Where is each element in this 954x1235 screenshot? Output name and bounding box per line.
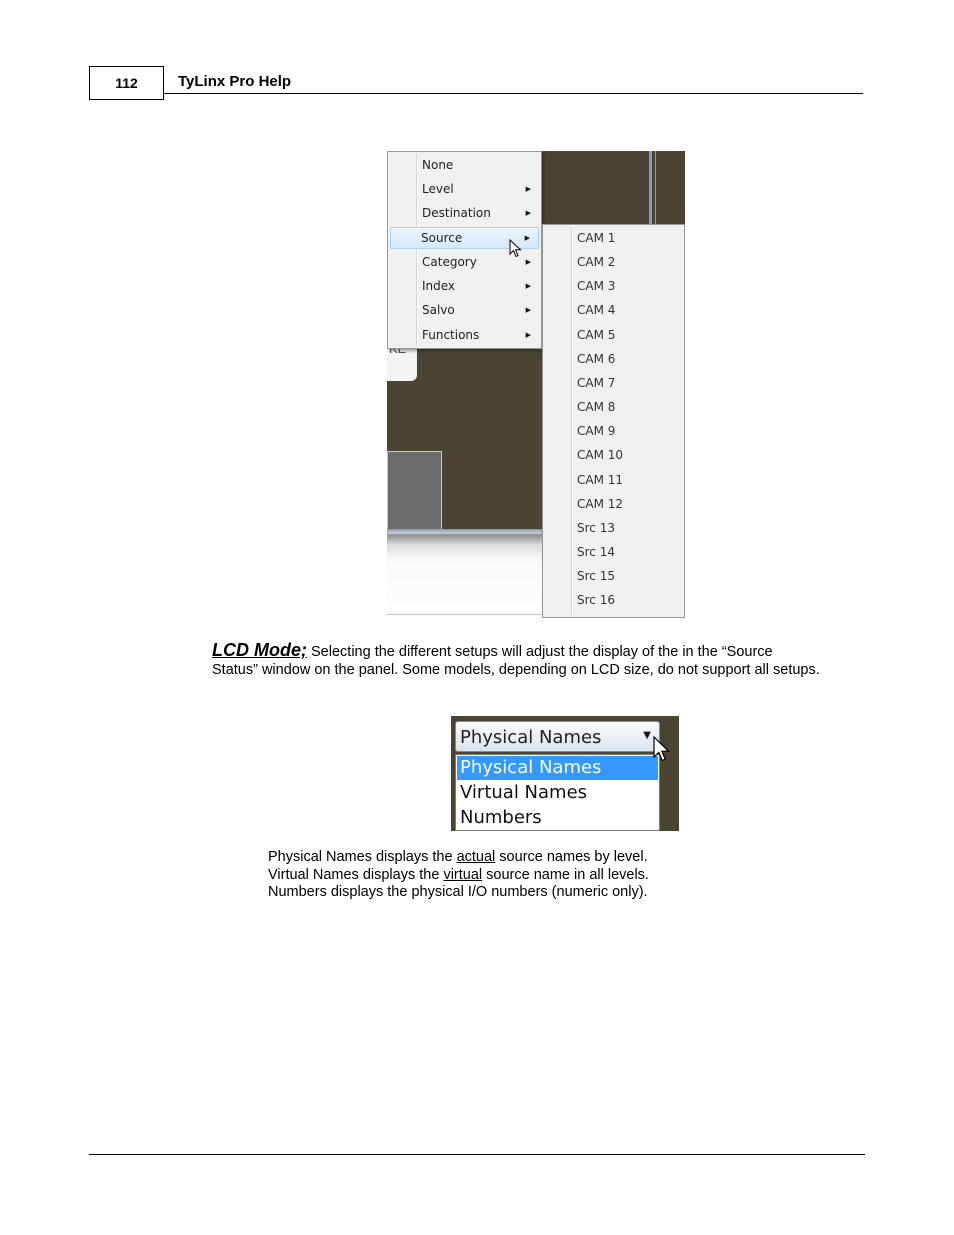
menu-item-index[interactable]	[390, 275, 539, 297]
submenu-item[interactable]	[545, 589, 682, 611]
submenu-item-label: CAM 8	[577, 400, 616, 414]
submenu-item[interactable]	[545, 251, 682, 273]
description-numbers: Numbers displays the physical I/O numbers (numeric only).	[268, 884, 648, 900]
source-submenu	[542, 224, 685, 618]
submenu-item-label: Src 13	[577, 521, 615, 535]
lcd-mode-text: Selecting the different setups will adjust the display of the in the “Source Status” window on the panel. Some models, depending on LCD size, do not support all setups.	[212, 644, 820, 678]
chevron-down-icon[interactable]: ▼	[643, 730, 651, 741]
submenu-item-label: CAM 10	[577, 448, 624, 462]
menu-item-label: Salvo	[422, 303, 455, 317]
lcd-mode-combo[interactable]	[455, 721, 660, 752]
menu-item-label: Destination	[422, 206, 491, 220]
combo-selected-value: Physical Names	[460, 727, 602, 748]
header-title: TyLinx Pro Help	[178, 73, 292, 90]
menu-item-label: Level	[422, 182, 454, 196]
mouse-cursor-icon	[653, 736, 671, 764]
triangle-right-icon: ▶	[525, 306, 531, 314]
triangle-right-icon: ▶	[524, 234, 530, 242]
submenu-item-label: CAM 3	[577, 279, 616, 293]
description-virtual-names	[268, 867, 649, 885]
submenu-item-label: Src 15	[577, 569, 615, 583]
submenu-item[interactable]	[545, 444, 682, 466]
header-rule	[164, 93, 863, 94]
submenu-item[interactable]	[545, 517, 682, 539]
lcd-mode-heading: LCD Mode;	[212, 640, 307, 660]
combo-dropdown-list	[455, 754, 660, 831]
mouse-cursor-icon	[509, 239, 523, 259]
context-menu-screenshot	[387, 151, 685, 618]
submenu-item-label: Src 16	[577, 593, 615, 607]
dropdown-option-virtual-names[interactable]: Virtual Names	[460, 782, 588, 803]
dropdown-option-physical-names[interactable]: Physical Names	[457, 756, 658, 780]
submenu-item-label: CAM 12	[577, 497, 624, 511]
submenu-item[interactable]	[545, 396, 682, 418]
menu-item-none[interactable]	[390, 154, 539, 176]
submenu-item[interactable]	[545, 493, 682, 515]
submenu-item-label: CAM 11	[577, 473, 624, 487]
submenu-item[interactable]	[545, 227, 682, 249]
submenu-item[interactable]	[545, 469, 682, 491]
triangle-right-icon: ▶	[525, 331, 531, 339]
menu-item-salvo[interactable]	[390, 299, 539, 321]
submenu-item[interactable]	[545, 372, 682, 394]
menu-item-functions[interactable]	[390, 324, 539, 346]
description-text: Virtual Names displays the	[268, 866, 444, 883]
footer-rule	[89, 1154, 865, 1155]
submenu-item[interactable]	[545, 565, 682, 587]
underlined-word: actual	[456, 849, 496, 865]
triangle-right-icon: ▶	[525, 282, 531, 290]
submenu-item[interactable]	[545, 541, 682, 563]
description-text: source names by level.	[495, 849, 648, 865]
page-number: 112	[115, 75, 138, 91]
submenu-item-label: CAM 1	[577, 231, 616, 245]
underlined-word: virtual	[443, 866, 483, 883]
menu-item-label: Category	[422, 255, 477, 269]
description-text: Physical Names displays the	[268, 849, 457, 865]
submenu-item-label: CAM 4	[577, 303, 616, 317]
submenu-item[interactable]	[545, 324, 682, 346]
submenu-item[interactable]	[545, 348, 682, 370]
menu-item-destination[interactable]	[390, 202, 539, 224]
menu-item-label: Functions	[422, 328, 480, 342]
lcd-mode-paragraph	[212, 641, 822, 679]
submenu-item-label: CAM 6	[577, 352, 616, 366]
menu-item-label: Source	[421, 231, 463, 245]
triangle-right-icon: ▶	[525, 258, 531, 266]
menu-item-level[interactable]	[390, 178, 539, 200]
triangle-right-icon: ▶	[525, 209, 531, 217]
submenu-item-label: CAM 9	[577, 424, 616, 438]
lcd-mode-dropdown-screenshot	[451, 716, 679, 831]
lcd-mode-descriptions	[268, 849, 649, 902]
description-physical-names	[268, 849, 649, 867]
submenu-item-label: CAM 7	[577, 376, 616, 390]
submenu-item[interactable]	[545, 275, 682, 297]
submenu-item-label: Src 14	[577, 545, 615, 559]
submenu-item-label: CAM 2	[577, 255, 616, 269]
triangle-right-icon: ▶	[525, 185, 531, 193]
submenu-item[interactable]	[545, 299, 682, 321]
dropdown-option-numbers[interactable]: Numbers	[460, 807, 542, 828]
menu-item-label: Index	[422, 279, 456, 293]
page-number-box	[89, 66, 164, 100]
menu-item-label: None	[422, 158, 454, 172]
submenu-item[interactable]	[545, 420, 682, 442]
submenu-item-label: CAM 5	[577, 328, 616, 342]
description-text: source name in all levels.	[482, 866, 649, 883]
